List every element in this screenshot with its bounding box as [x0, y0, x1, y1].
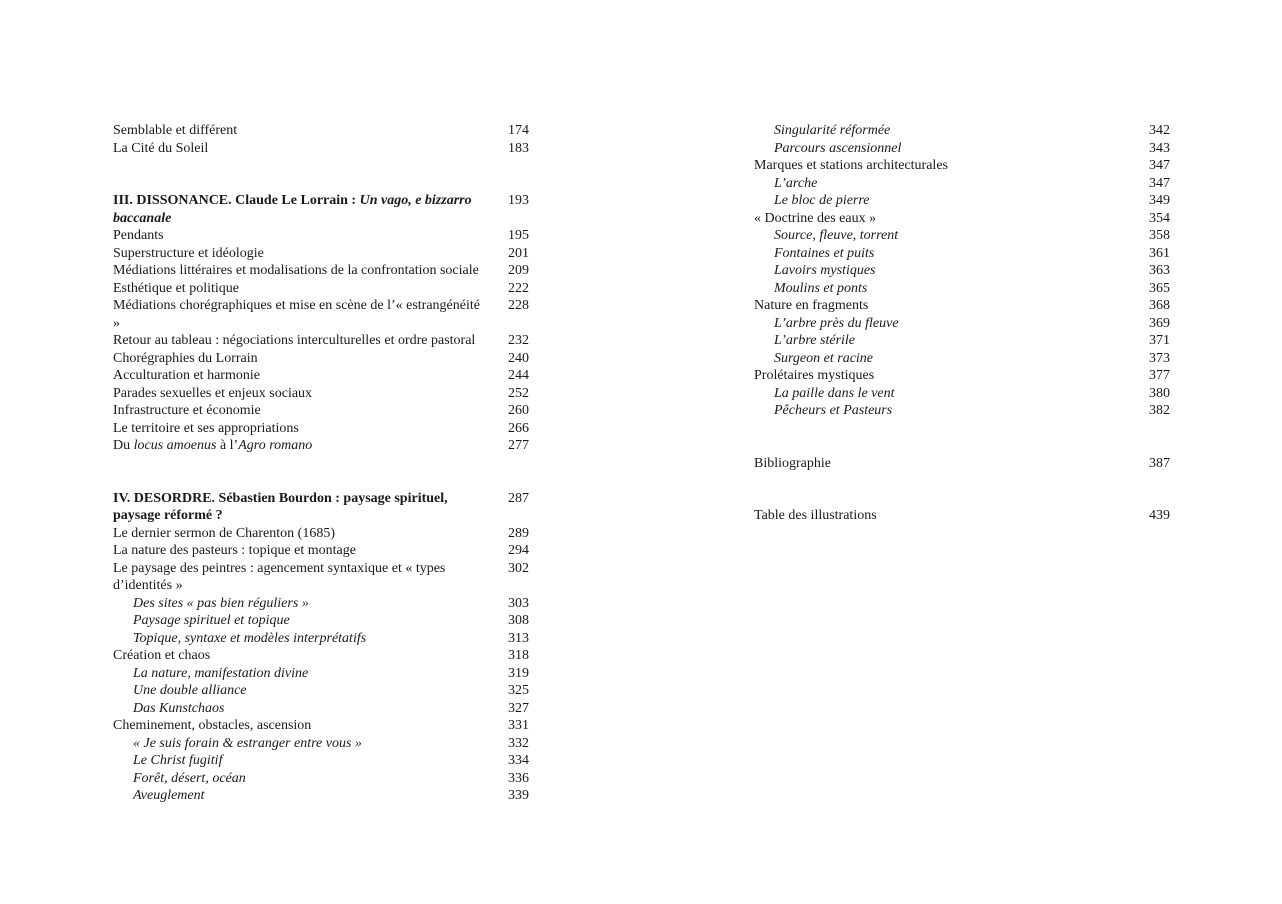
toc-page-number: 365: [1149, 280, 1170, 296]
title-segment: Table des illustrations: [754, 508, 877, 523]
toc-entry-proletaires-mystiques: [754, 367, 1170, 385]
toc-subentry-singularite-reformee: [754, 122, 1170, 140]
toc-page-number: 244: [508, 368, 529, 383]
toc-subentry-das-kunstchaos: [113, 700, 529, 718]
toc-subentry-une-double-alliance: [113, 682, 529, 700]
title-segment: Marques et stations architecturales: [754, 158, 948, 173]
title-segment: Parcours ascensionnel: [774, 140, 902, 156]
toc-chapter-iv-desordre-sebastien-bourdon-paysage-sp: [113, 490, 529, 525]
toc-entry-title: [754, 227, 898, 245]
toc-page-number: 331: [508, 718, 529, 733]
toc-page-number: 313: [508, 630, 529, 646]
toc-subentry-le-christ-fugitif: [113, 752, 529, 770]
toc-page-number: 193: [508, 193, 529, 208]
toc-entry-esthetique-et-politique: [113, 280, 529, 298]
title-segment: Médiations littéraires et modalisations de la confrontation sociale: [113, 263, 479, 278]
toc-page-number: 369: [1149, 315, 1170, 331]
toc-entry-title: [754, 367, 874, 385]
toc-subentry-paysage-spirituel-et-topique: [113, 612, 529, 630]
toc-entry-du-locus-amoenus-a-l-agro-romano: [113, 437, 529, 455]
toc-entry-title: [754, 122, 890, 140]
toc-subentry-l-arbre-pres-du-fleuve: [754, 315, 1170, 333]
title-segment: Source, fleuve, torrent: [774, 228, 899, 243]
toc-entry-title: [113, 752, 222, 770]
toc-entry-title: [113, 192, 483, 227]
title-segment: Création et chaos: [113, 648, 211, 663]
toc-entry-title: [113, 140, 208, 158]
toc-entry-title: [754, 175, 817, 193]
title-segment: La nature, manifestation divine: [133, 665, 309, 681]
title-segment: Agro romano: [238, 438, 313, 453]
title-segment: La nature des pasteurs : topique et montage: [113, 543, 356, 558]
toc-entry-title: [113, 595, 309, 613]
toc-entry-title: [113, 665, 308, 683]
title-segment: « Doctrine des eaux »: [754, 210, 877, 226]
title-segment: Le bloc de pierre: [774, 193, 870, 208]
toc-entry-title: [113, 227, 164, 245]
section-gap: [754, 420, 1170, 455]
toc-left-column: [113, 122, 529, 805]
toc-subentry-source-fleuve-torrent: [754, 227, 1170, 245]
toc-entry-cheminement-obstacles-ascension: [113, 717, 529, 735]
title-segment: Topique, syntaxe et modèles interprétatifs: [133, 630, 367, 646]
title-segment: Infrastructure et économie: [113, 403, 261, 418]
toc-entry-title: [113, 332, 475, 350]
toc-page-number: 319: [508, 665, 529, 681]
toc-page-number: 439: [1149, 508, 1170, 523]
toc-entry-title: [754, 157, 948, 175]
toc-entry-title: [754, 385, 895, 403]
toc-page-number: 349: [1149, 193, 1170, 208]
toc-page-number: 232: [508, 333, 529, 348]
toc-page-number: 201: [508, 245, 529, 261]
toc-entry-title: [754, 350, 873, 368]
toc-entry-bibliographie: [754, 455, 1170, 473]
toc-entry-mediations-litteraires-et-modalisations-: [113, 262, 529, 280]
toc-entry-title: [113, 367, 260, 385]
toc-entry-pendants: [113, 227, 529, 245]
toc-page-number: 342: [1149, 123, 1170, 138]
toc-entry-choregraphies-du-lorrain: [113, 350, 529, 368]
title-segment: Esthétique et politique: [113, 280, 239, 296]
toc-entry-creation-et-chaos: [113, 647, 529, 665]
title-segment: L’arbre stérile: [774, 333, 856, 348]
toc-page-number: 363: [1149, 263, 1170, 278]
title-segment: Lavoirs mystiques: [774, 263, 876, 278]
title-segment: Surgeon et racine: [774, 350, 874, 366]
toc-entry-title: [113, 280, 239, 298]
toc-entry-title: [113, 647, 210, 665]
toc-page-number: 334: [508, 753, 529, 768]
toc-entry-title: [113, 735, 362, 753]
toc-entry-title: [113, 770, 246, 788]
toc-subentry-je-suis-forain-estranger-entre-vous: [113, 735, 529, 753]
toc-entry-retour-au-tableau-negociations-intercult: [113, 332, 529, 350]
toc-entry-title: [754, 245, 874, 263]
toc-page-number: 252: [508, 385, 529, 401]
toc-subentry-lavoirs-mystiques: [754, 262, 1170, 280]
toc-entry-title: [754, 280, 867, 298]
toc-page-number: 361: [1149, 245, 1170, 261]
title-segment: Des sites « pas bien réguliers »: [133, 595, 309, 611]
title-segment: Nature en fragments: [754, 298, 869, 313]
title-segment: Bibliographie: [754, 455, 831, 471]
title-segment: Une double alliance: [133, 683, 247, 698]
section-gap: [113, 455, 529, 490]
toc-page-number: 373: [1149, 350, 1170, 366]
title-segment: Chorégraphies du Lorrain: [113, 350, 258, 366]
toc-page-number: 294: [508, 543, 529, 558]
toc-page-number: 332: [508, 735, 529, 751]
toc-entry-title: [113, 490, 483, 525]
title-segment: La paille dans le vent: [774, 385, 895, 401]
toc-entry-le-paysage-des-peintres-agencement-synta: [113, 560, 529, 595]
toc-page-number: 222: [508, 280, 529, 296]
section-gap: [113, 157, 529, 192]
toc-entry-title: [113, 717, 311, 735]
title-segment: Le dernier sermon de Charenton (1685): [113, 525, 335, 541]
toc-entry-title: [754, 192, 870, 210]
title-segment: Das Kunstchaos: [133, 700, 225, 716]
toc-page-number: 318: [508, 648, 529, 663]
title-segment: Semblable et différent: [113, 123, 238, 138]
toc-entry-title: [113, 385, 312, 403]
title-segment: Fontaines et puits: [774, 245, 875, 261]
toc-entry-title: [113, 612, 290, 630]
title-segment: Moulins et ponts: [774, 280, 868, 296]
title-segment: Prolétaires mystiques: [754, 368, 875, 383]
toc-entry-title: [754, 297, 868, 315]
toc-entry-title: [113, 542, 356, 560]
toc-page-number: 228: [508, 298, 529, 313]
toc-subentry-des-sites-pas-bien-reguliers: [113, 595, 529, 613]
toc-entry-le-territoire-et-ses-appropriations: [113, 420, 529, 438]
toc-entry-title: [113, 297, 483, 332]
toc-entry-acculturation-et-harmonie: [113, 367, 529, 385]
title-segment: Pendants: [113, 228, 164, 243]
toc-entry-superstructure-et-ideologie: [113, 245, 529, 263]
toc-entry-title: [754, 507, 877, 525]
toc-entry-title: [754, 315, 899, 333]
toc-subentry-topique-syntaxe-et-modeles-interpretatif: [113, 630, 529, 648]
toc-entry-title: [113, 437, 312, 455]
title-segment: IV. DESORDRE. Sébastien Bourdon : paysage spirituel, paysage réformé ?: [113, 490, 448, 523]
title-segment: Le paysage des peintres : agencement syntaxique et « types d’identités »: [113, 560, 446, 593]
title-segment: L’arbre près du fleuve: [774, 315, 899, 331]
toc-page-number: 382: [1149, 403, 1170, 418]
toc-entry-parades-sexuelles-et-enjeux-sociaux: [113, 385, 529, 403]
title-segment: Aveuglement: [133, 788, 205, 803]
toc-page-number: 347: [1149, 158, 1170, 173]
toc-page-number: 325: [508, 683, 529, 698]
toc-page-number: 174: [508, 123, 529, 138]
toc-entry-title: [113, 700, 224, 718]
toc-entry-mediations-choregraphiques-et-mise-en-sc: [113, 297, 529, 332]
toc-subentry-parcours-ascensionnel: [754, 140, 1170, 158]
toc-entry-title: [113, 262, 479, 280]
toc-subentry-moulins-et-ponts: [754, 280, 1170, 298]
toc-subentry-aveuglement: [113, 787, 529, 805]
toc-page-number: 380: [1149, 385, 1170, 401]
toc-entry-title: [754, 210, 876, 228]
toc-subentry-le-bloc-de-pierre: [754, 192, 1170, 210]
toc-page-number: 302: [508, 560, 529, 576]
toc-page-number: 358: [1149, 228, 1170, 243]
toc-entry-title: [754, 140, 901, 158]
toc-page-number: 347: [1149, 175, 1170, 191]
toc-entry-table-des-illustrations: [754, 507, 1170, 525]
toc-entry-infrastructure-et-economie: [113, 402, 529, 420]
toc-subentry-l-arche: [754, 175, 1170, 193]
toc-page-number: 195: [508, 228, 529, 243]
title-segment: Le territoire et ses appropriations: [113, 420, 299, 436]
toc-page-number: 209: [508, 263, 529, 278]
toc-entry-title: [113, 682, 247, 700]
toc-page-number: 240: [508, 350, 529, 366]
section-gap: [754, 472, 1170, 507]
title-segment: La Cité du Soleil: [113, 140, 209, 156]
toc-page-number: 277: [508, 438, 529, 453]
toc-entry-la-cite-du-soleil: [113, 140, 529, 158]
toc-subentry-la-paille-dans-le-vent: [754, 385, 1170, 403]
toc-entry-title: [754, 455, 831, 473]
toc-page-number: 343: [1149, 140, 1170, 156]
toc-entry-nature-en-fragments: [754, 297, 1170, 315]
toc-subentry-pecheurs-et-pasteurs: [754, 402, 1170, 420]
title-segment: locus amoenus: [133, 438, 217, 453]
title-segment: Cheminement, obstacles, ascension: [113, 718, 312, 733]
toc-page-number: 287: [508, 490, 529, 506]
toc-subentry-surgeon-et-racine: [754, 350, 1170, 368]
toc-entry-title: [754, 332, 855, 350]
toc-page-number: 183: [508, 140, 529, 156]
toc-page-number: 377: [1149, 368, 1170, 383]
toc-page-number: 354: [1149, 210, 1170, 226]
toc-page-number: 266: [508, 420, 529, 436]
toc-page-number: 368: [1149, 298, 1170, 313]
toc-subentry-foret-desert-ocean: [113, 770, 529, 788]
title-segment: Un vago, e bizzarro baccanale: [113, 193, 472, 226]
toc-entry-marques-et-stations-architecturales: [754, 157, 1170, 175]
toc-entry-title: [113, 560, 483, 595]
toc-subentry-la-nature-manifestation-divine: [113, 665, 529, 683]
title-segment: Paysage spirituel et topique: [133, 613, 290, 628]
title-segment: Acculturation et harmonie: [113, 368, 260, 383]
toc-entry-title: [113, 420, 299, 438]
title-segment: Le Christ fugitif: [133, 753, 223, 768]
toc-subentry-fontaines-et-puits: [754, 245, 1170, 263]
title-segment: Forêt, désert, océan: [133, 770, 246, 786]
toc-page-number: 289: [508, 525, 529, 541]
toc-entry-title: [754, 402, 892, 420]
toc-entry-la-nature-des-pasteurs-topique-et-montag: [113, 542, 529, 560]
toc-entry-title: [113, 122, 237, 140]
title-segment: Du: [113, 438, 134, 453]
toc-entry-semblable-et-different: [113, 122, 529, 140]
title-segment: Singularité réformée: [774, 123, 891, 138]
title-segment: « Je suis forain & estranger entre vous »: [133, 735, 362, 751]
toc-entry-title: [113, 525, 335, 543]
toc-entry-le-dernier-sermon-de-charenton-1685: [113, 525, 529, 543]
toc-subentry-l-arbre-sterile: [754, 332, 1170, 350]
title-segment: Parades sexuelles et enjeux sociaux: [113, 385, 313, 401]
title-segment: Superstructure et idéologie: [113, 245, 264, 261]
title-segment: L’arche: [774, 175, 818, 191]
toc-entry-title: [754, 262, 876, 280]
toc-page-number: 308: [508, 613, 529, 628]
toc-page-number: 371: [1149, 333, 1170, 348]
title-segment: Pêcheurs et Pasteurs: [774, 403, 893, 418]
title-segment: Médiations chorégraphiques et mise en scène de l’« estrangénéité »: [113, 298, 480, 331]
toc-page-number: 260: [508, 403, 529, 418]
toc-right-column: [754, 122, 1170, 525]
toc-page-number: 339: [508, 788, 529, 803]
toc-entry-doctrine-des-eaux: [754, 210, 1170, 228]
toc-entry-title: [113, 402, 261, 420]
toc-entry-title: [113, 350, 258, 368]
toc-entry-title: [113, 245, 264, 263]
toc-chapter-iii-dissonance-claude-le-lorrain-un-vago: [113, 192, 529, 227]
toc-page-number: 303: [508, 595, 529, 611]
title-segment: Retour au tableau : négociations interculturelles et ordre pastoral: [113, 333, 476, 348]
toc-entry-title: [113, 787, 205, 805]
toc-page-number: 387: [1149, 455, 1170, 471]
toc-entry-title: [113, 630, 366, 648]
title-segment: III. DISSONANCE. Claude Le Lorrain :: [113, 193, 360, 208]
title-segment: à l’: [216, 438, 239, 453]
toc-page-number: 336: [508, 770, 529, 786]
toc-page-number: 327: [508, 700, 529, 716]
